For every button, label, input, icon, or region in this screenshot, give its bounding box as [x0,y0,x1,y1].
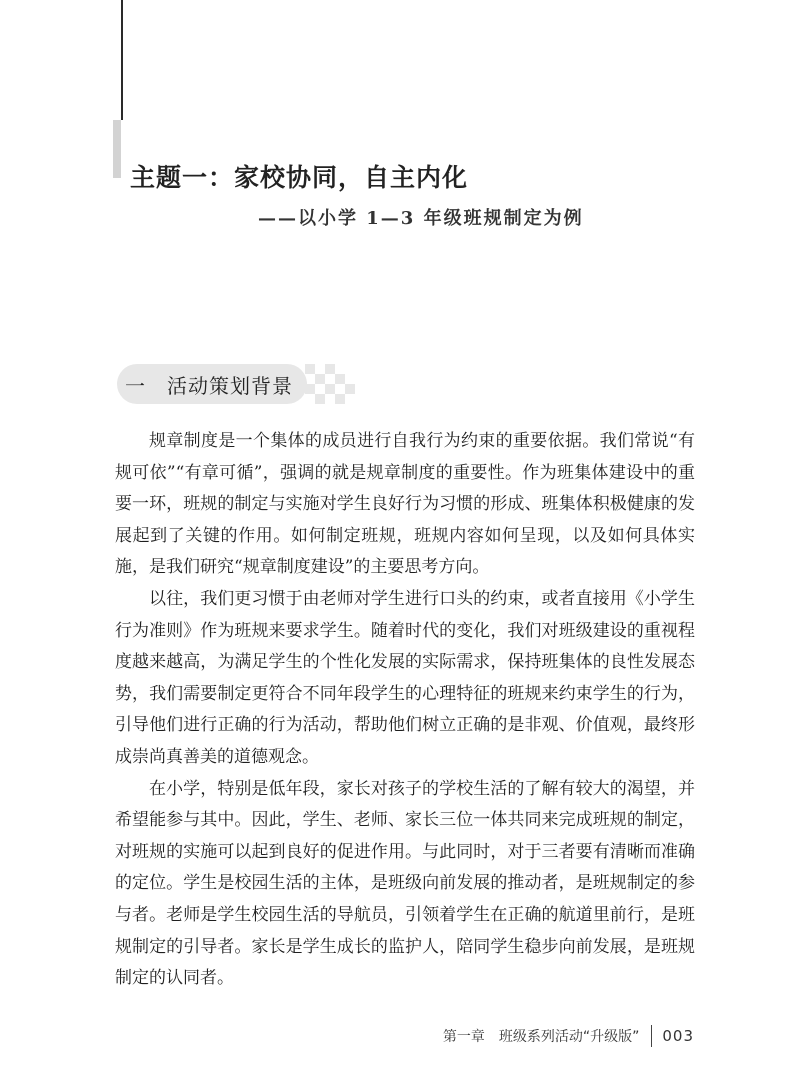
top-decorative-block [113,120,121,178]
paragraph: 以往，我们更习惯于由老师对学生进行口头的约束，或者直接用《小学生行为准则》作为班规来要求学生。随着时代的变化，我们对班级建设的重视程度越来越高，为满足学生的个性化发展的实际需求，保持班集体的良性发展态势，我们需要制定更符合不同年段学生的心理特征的班规来约束学生的行为，引导他们进行正确的行为活动，帮助他们树立正确的是非观、价值观，最终形成崇尚真善美的道德观念。 [115,588,695,767]
checker-pattern-decoration [305,364,375,404]
page-number: 003 [662,1027,694,1045]
section-number: 一 [125,374,145,398]
footer-divider [651,1025,652,1047]
top-decorative-rule [121,0,123,120]
section-heading [117,362,387,408]
page-subtitle: ——以小学 1—3 年级班规制定为例 [258,208,584,229]
footer-chapter-title: 第一章 班级系列活动“升级版” [442,1029,640,1045]
body-text [115,426,695,995]
paragraph: 在小学，特别是低年段，家长对孩子的学校生活的了解有较大的渴望，并希望能参与其中。因此，学生、老师、家长三位一体共同来完成班规的制定，对班规的实施可以起到良好的促进作用。与此同时，对于三者要有清晰而准确的定位。学生是校园生活的主体，是班级向前发展的推动者，是班规制定的参与者。老师是学生校园生活的导航员，引领着学生在正确的航道里前行，是班规制定的引导者。家长是学生成长的监护人，陪同学生稳步向前发展，是班规制定的认同者。 [115,778,695,989]
section-title: 活动策划背景 [167,374,293,398]
page-title: 主题一：家校协同，自主内化 [130,163,469,192]
paragraph: 规章制度是一个集体的成员进行自我行为约束的重要依据。我们常说“有规可依”“有章可循”，强调的就是规章制度的重要性。作为班集体建设中的重要一环，班规的制定与实施对学生良好行为习惯的形成、班集体积极健康的发展起到了关键的作用。如何制定班规，班规内容如何呈现，以及如何具体实施，是我们研究“规章制度建设”的主要思考方向。 [115,431,695,578]
page-footer [443,1023,694,1049]
